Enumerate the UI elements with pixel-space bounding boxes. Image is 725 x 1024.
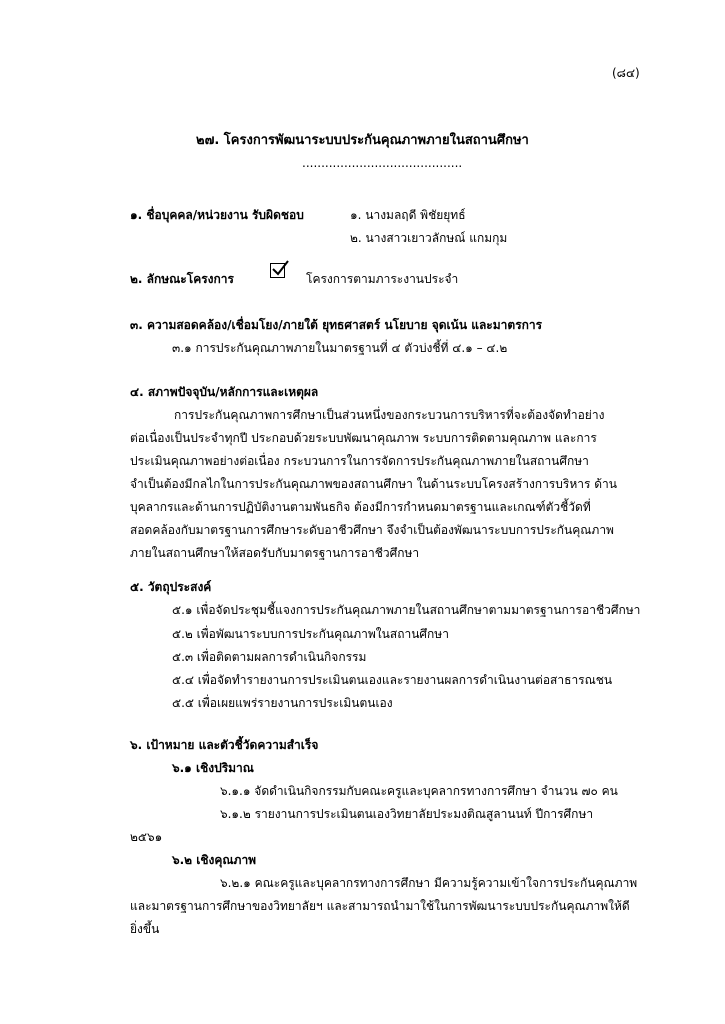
background-line: ประเมินคุณภาพอย่างต่อเนื่อง กระบวนการในการจัดการประกันคุณภาพภายในสถานศึกษา <box>130 454 589 468</box>
alignment-heading: ๓. ความสอดคล้อง/เชื่อมโยง/ภายใต้ ยุทธศาสตร์ นโยบาย จุดเน้น และมาตรการ <box>130 318 543 332</box>
objectives-heading: ๕. วัตถุประสงค์ <box>130 580 212 594</box>
project-type-label: ๒. ลักษณะโครงการ <box>130 272 234 286</box>
background-line: ต่อเนื่องเป็นประจำทุกปี ประกอบด้วยระบบพัฒนาคุณภาพ ระบบการติดตามคุณภาพ และการ <box>130 431 597 445</box>
alignment-line: ๓.๑ การประกันคุณภาพภายในมาตรฐานที่ ๔ ตัวบ่งชี้ที่ ๔.๑ – ๔.๒ <box>172 341 508 355</box>
quantity-item: ๖.๑.๒ รายงานการประเมินตนเองวิทยาลัยประมงติณสูลานนท์ ปีการศึกษา <box>220 807 594 821</box>
background-line: การประกันคุณภาพการศึกษาเป็นส่วนหนึ่งของกระบวนการบริหารที่จะต้องจัดทำอย่าง <box>174 408 605 422</box>
quality-line: ยิ่งขึ้น <box>130 922 160 936</box>
targets-heading: ๖. เป้าหมาย และตัวชี้วัดความสำเร็จ <box>130 738 319 752</box>
objective-item: ๕.๔ เพื่อจัดทำรายงานการประเมินตนเองและรายงานผลการดำเนินงานต่อสาธารณชน <box>172 673 613 687</box>
background-line: สอดคล้องกับมาตรฐานการศึกษาระดับอาชีวศึกษา จึงจำเป็นต้องพัฒนาระบบการประกันคุณภาพ <box>130 523 614 537</box>
objective-item: ๕.๒ เพื่อพัฒนาระบบการประกันคุณภาพในสถานศึกษา <box>172 627 449 641</box>
quality-heading: ๖.๒ เชิงคุณภาพ <box>172 853 257 867</box>
document-title: ๒๗. โครงการพัฒนาระบบประกันคุณภาพภายในสถานศึกษา <box>196 133 529 148</box>
objective-item: ๕.๓ เพื่อติดตามผลการดำเนินกิจกรรม <box>172 650 367 664</box>
background-line: บุคลากรและด้านการปฏิบัติงานตามพันธกิจ ต้องมีการกำหนดมาตรฐานและเกณฑ์ตัวชี้วัดที่ <box>130 500 591 514</box>
quantity-heading: ๖.๑ เชิงปริมาณ <box>172 761 254 775</box>
project-type-option: โครงการตามภาระงานประจำ <box>306 272 459 286</box>
title-underline-dots: .......................................... <box>302 156 463 170</box>
background-line: ภายในสถานศึกษาให้สอดรับกับมาตรฐานการอาชีวศึกษา <box>130 546 420 560</box>
responsible-person-2: ๒. นางสาวเยาวลักษณ์ แกมกุม <box>350 231 508 245</box>
check-icon <box>270 259 290 279</box>
quantity-item: ๖.๑.๑ จัดดำเนินกิจกรรมกับคณะครูและบุคลากรทางการศึกษา จำนวน ๗๐ คน <box>220 784 618 798</box>
quality-line: ๖.๒.๑ คณะครูและบุคลากรทางการศึกษา มีความรู้ความเข้าใจการประกันคุณภาพ <box>220 876 638 890</box>
quantity-item-continuation: ๒๕๖๑ <box>130 830 163 844</box>
background-heading: ๔. สภาพปัจจุบัน/หลักการและเหตุผล <box>130 385 319 399</box>
quality-line: และมาตรฐานการศึกษาของวิทยาลัยฯ และสามารถนำมาใช้ในการพัฒนาระบบประกันคุณภาพให้ดี <box>130 899 630 913</box>
project-type-checkbox[interactable] <box>270 263 285 278</box>
objective-item: ๕.๑ เพื่อจัดประชุมชี้แจงการประกันคุณภาพภายในสถานศึกษาตามมาตรฐานการอาชีวศึกษา <box>172 603 641 617</box>
objective-item: ๕.๕ เพื่อเผยแพร่รายงานการประเมินตนเอง <box>172 696 393 710</box>
responsible-label: ๑. ชื่อบุคคล/หน่วยงาน รับผิดชอบ <box>130 208 304 222</box>
page-number: (๘๔) <box>612 66 640 80</box>
background-line: จำเป็นต้องมีกลไกในการประกันคุณภาพของสถานศึกษา ในด้านระบบโครงสร้างการบริหาร ด้าน <box>130 477 617 491</box>
responsible-person-1: ๑. นางมลฤดี พิชัยยุทธ์ <box>350 208 466 222</box>
